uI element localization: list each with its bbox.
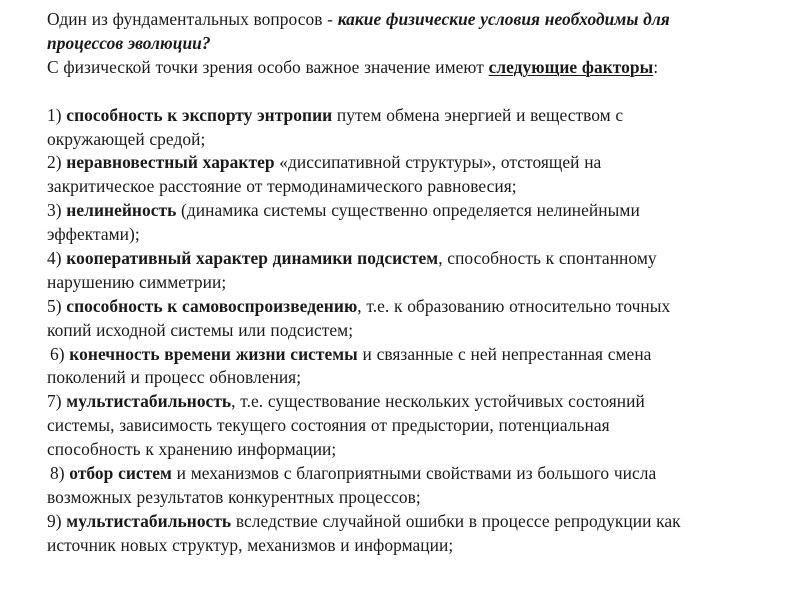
item-text: , способность к спонтанному — [438, 248, 657, 269]
item-text-cont: закритическое расстояние от термодинамического равновесия; — [47, 176, 517, 197]
item-term: кооперативный характер динамики подсистем — [66, 248, 439, 269]
item-number: 3) — [47, 200, 62, 221]
item-text-cont: копий исходной системы или подсистем; — [47, 319, 354, 340]
intro-line-2 — [47, 32, 782, 56]
item-text-cont: возможных результатов конкурентных процессов; — [47, 486, 421, 507]
item-term: мультистабильность — [66, 510, 232, 531]
item-number: 9) — [47, 510, 62, 531]
item-text-cont: источник новых структур, механизмов и информации; — [47, 534, 454, 555]
list-item-6 — [47, 343, 782, 391]
item-text: и связанные с ней непрестанная смена — [357, 343, 652, 364]
item-text: и механизмов с благоприятными свойствами из большого числа — [171, 463, 657, 484]
intro-lead: Один из фундаментальных вопросов - — [47, 9, 338, 29]
item-text-cont: способность к хранению информации; — [47, 439, 337, 460]
item-term: нелинейность — [66, 200, 177, 221]
item-text: , т.е. существование нескольких устойчивых состояний — [231, 391, 645, 412]
intro-question-part-1: какие физические условия необходимы для — [337, 9, 670, 29]
item-number: 1) — [47, 104, 62, 125]
item-term: конечность времени жизни системы — [69, 343, 358, 364]
slide-text-block — [47, 8, 782, 558]
item-number: 5) — [47, 295, 62, 316]
item-text-cont: поколений и процесс обновления; — [47, 367, 302, 388]
item-number: 7) — [47, 391, 62, 412]
item-number: 4) — [47, 248, 62, 269]
item-term: отбор систем — [69, 463, 172, 484]
item-term: неравновестный характер — [66, 152, 275, 173]
list-item-5 — [47, 295, 782, 343]
list-item-8 — [47, 462, 782, 510]
item-text-cont: окружающей средой; — [47, 128, 206, 149]
blank-line — [47, 80, 782, 104]
item-number: 2) — [47, 152, 62, 173]
factors-suffix: : — [653, 56, 659, 77]
list-item-2 — [47, 151, 782, 199]
item-text: вследствие случайной ошибки в процессе репродукции как — [231, 510, 681, 531]
item-text-cont: системы, зависимость текущего состояния от предыстории, потенциальная — [47, 415, 610, 436]
item-text: «диссипативной структуры», отстоящей на — [274, 152, 602, 173]
item-term: способность к самовоспроизведению — [66, 295, 358, 316]
item-number: 6) — [50, 343, 65, 364]
list-item-7 — [47, 390, 782, 462]
item-text-cont: нарушению симметрии; — [47, 271, 227, 292]
item-number: 8) — [50, 463, 65, 484]
item-text: путем обмена энергией и веществом с — [332, 104, 624, 125]
intro-line-1 — [47, 8, 782, 32]
list-item-4 — [47, 247, 782, 295]
factors-prefix: С физической точки зрения особо важное значение имеют — [47, 56, 489, 77]
item-text-cont: эффектами); — [47, 224, 140, 245]
item-term: способность к экспорту энтропии — [66, 104, 333, 125]
item-text: (динамика системы существенно определяется нелинейными — [176, 200, 640, 221]
list-item-3 — [47, 199, 782, 247]
item-term: мультистабильность — [66, 391, 232, 412]
intro-line-3 — [47, 56, 782, 80]
item-text: , т.е. к образованию относительно точных — [357, 295, 671, 316]
intro-question-part-2: процессов эволюции? — [47, 32, 211, 53]
list-item-1 — [47, 104, 782, 152]
list-item-9 — [47, 510, 782, 558]
factors-emphasis: следующие факторы — [488, 56, 654, 77]
